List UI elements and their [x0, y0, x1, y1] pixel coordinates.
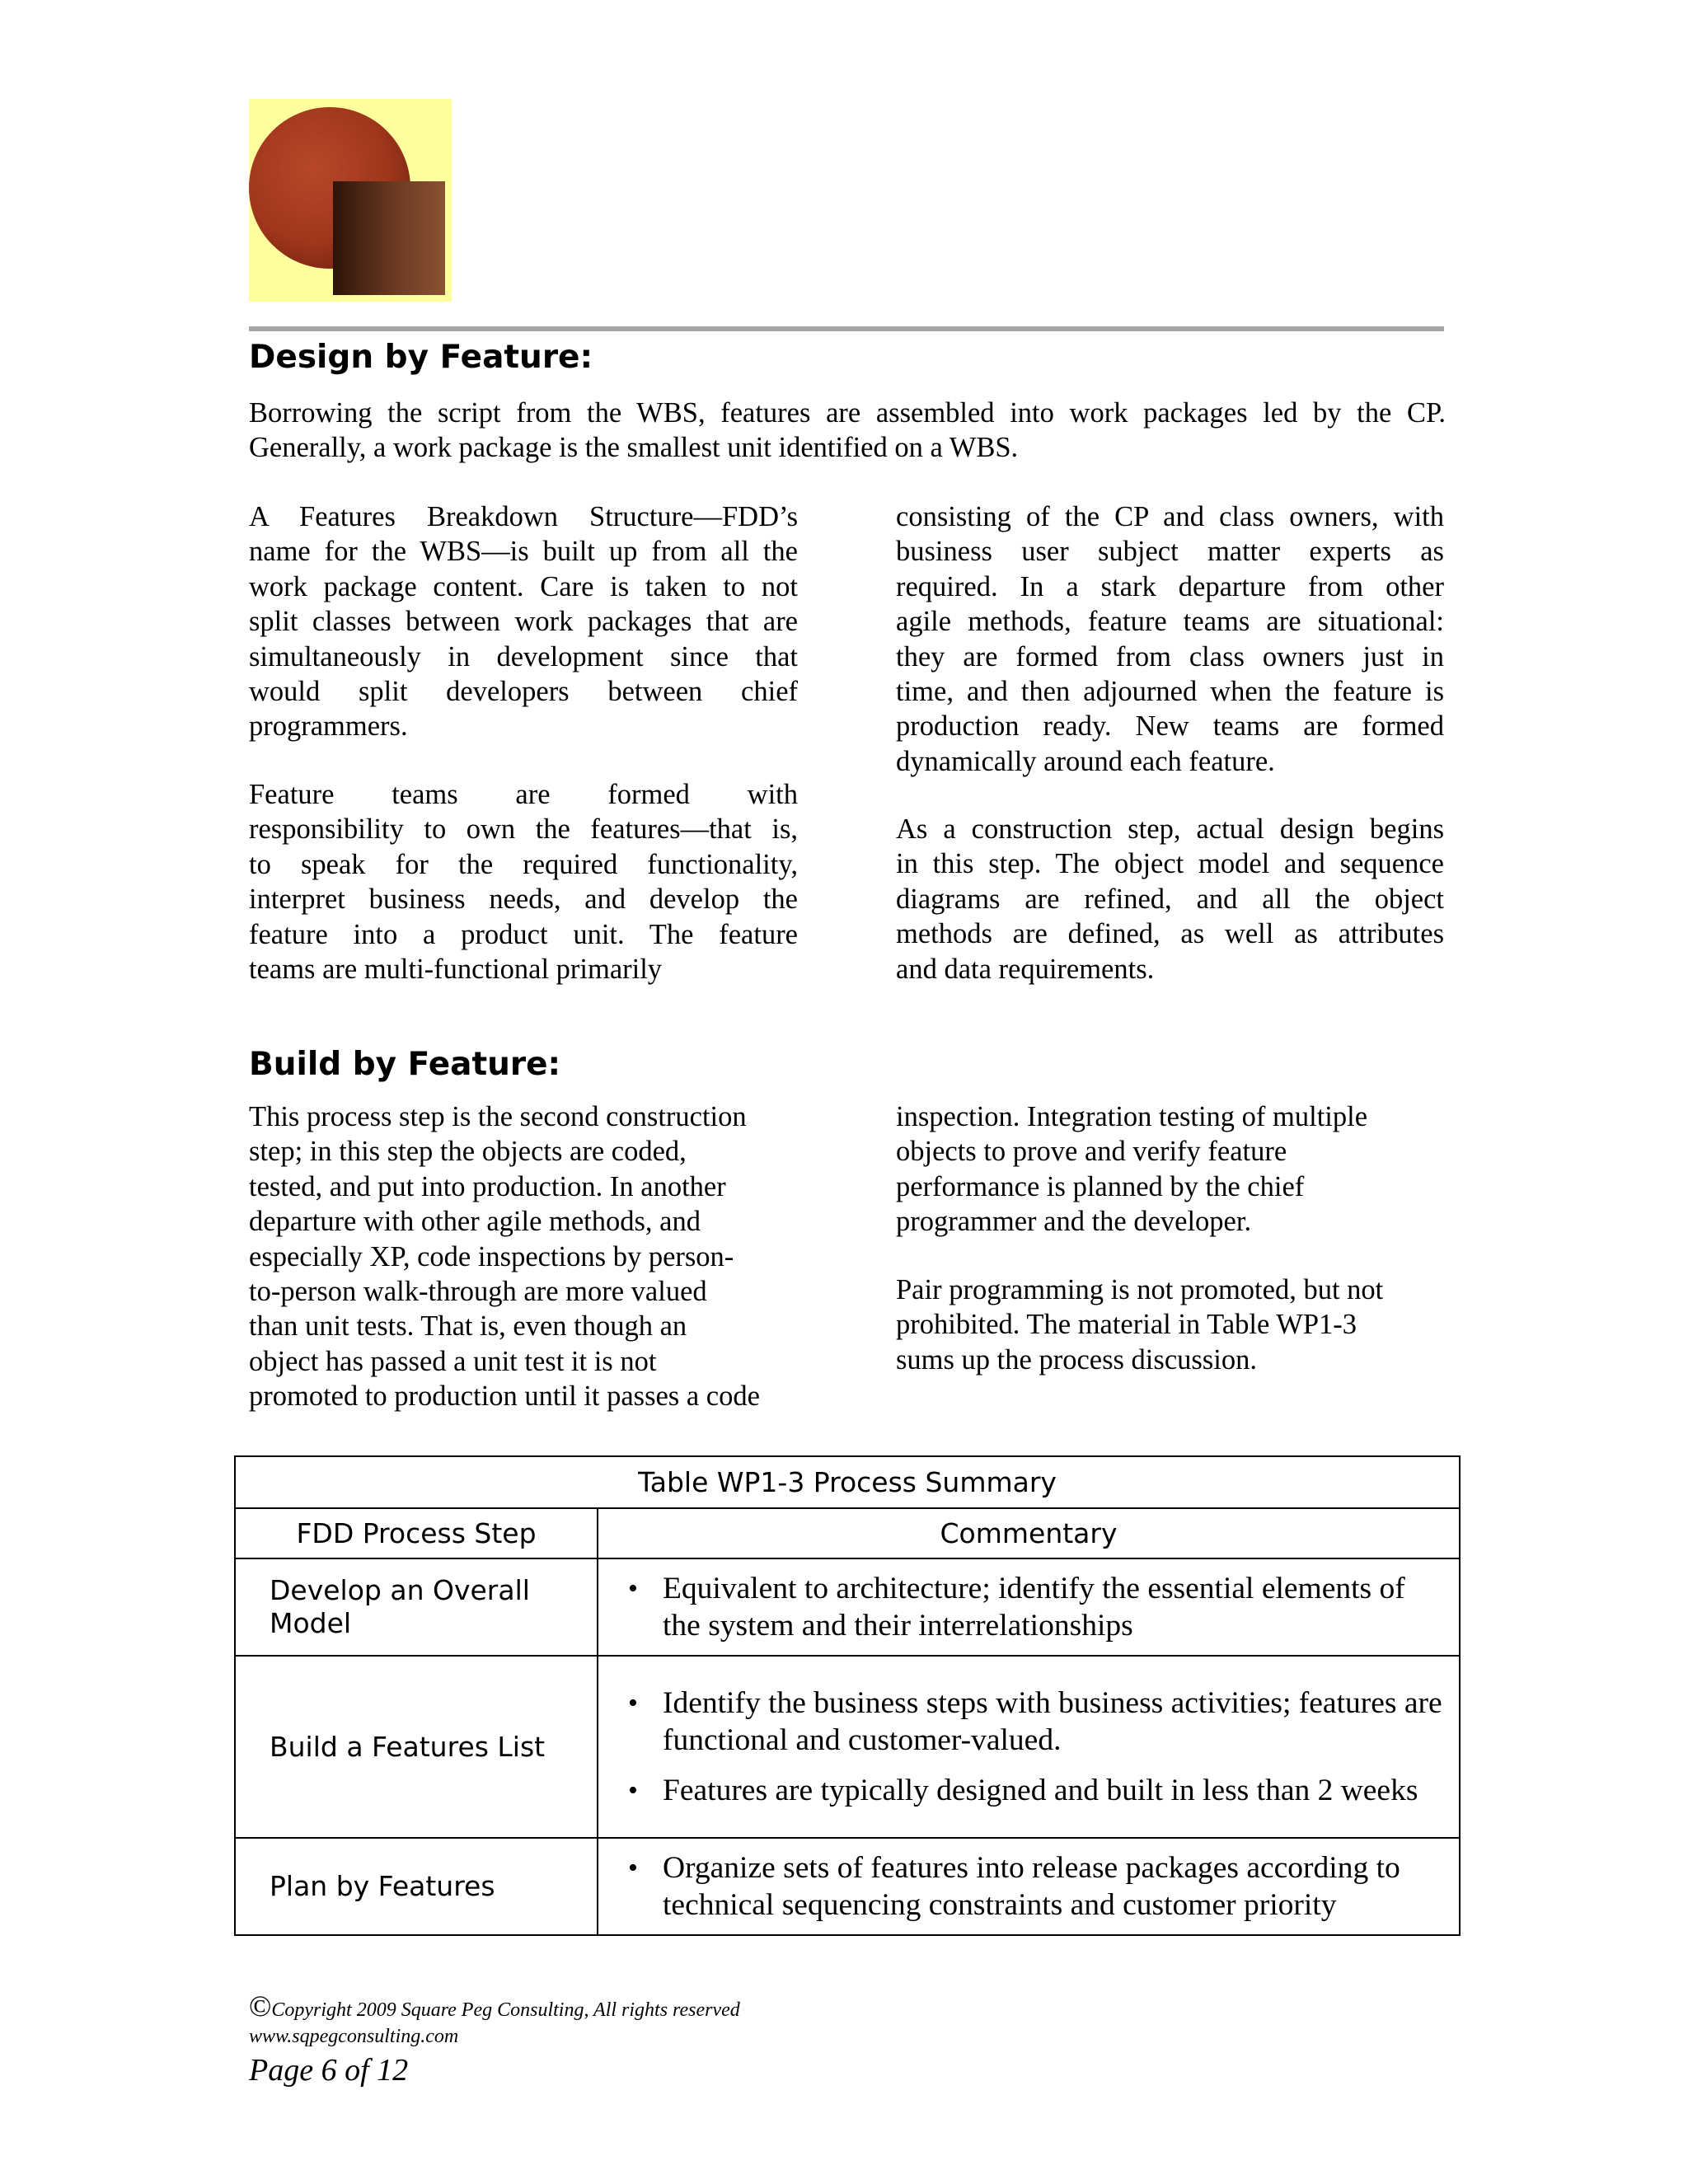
text-line: tested, and put into production. In another [249, 1170, 726, 1202]
text-line: dynamically around each feature. [896, 745, 1275, 777]
design-intro-paragraph [249, 396, 1446, 466]
text-line: prohibited. The material in Table WP1-3 [896, 1309, 1357, 1341]
bullet-item: • Identify the business steps with business activities; features are functional and customer-valued. [628, 1685, 1444, 1759]
text-line: teams are multi-functional primarily [249, 954, 663, 986]
text-line: departure with other agile methods, and [249, 1206, 701, 1238]
commentary-cell [598, 1558, 1460, 1656]
text-line: Borrowing the script from the WBS, features are assembled into work packages led by the CP. [249, 397, 1446, 429]
step-cell: Develop an Overall Model [235, 1558, 598, 1656]
text-line: time, and then adjourned when the feature is [896, 676, 1444, 708]
text-line: in this step. The object model and sequence [896, 848, 1444, 880]
table-row [235, 1656, 1460, 1838]
copyright-symbol: © [249, 1990, 272, 2022]
text-line: programmer and the developer. [896, 1206, 1252, 1238]
bullet-item: • Equivalent to architecture; identify the essential elements of the system and their interrelationships [628, 1570, 1444, 1644]
build-by-feature-heading: Build by Feature: [249, 1046, 561, 1083]
table-caption: Table WP1-3 Process Summary [235, 1456, 1460, 1508]
build-left-paragraph-1 [249, 1099, 798, 1414]
text-line: name for the WBS—is built up from all the [249, 536, 798, 568]
text-line: to-person walk-through are more valued [249, 1276, 707, 1308]
text-line: Feature teams are formed with [249, 779, 798, 810]
text-line: As a construction step, actual design begins [896, 813, 1444, 845]
text-line: diagrams are refined, and all the object [896, 883, 1444, 915]
copyright-notice [249, 1992, 740, 2024]
text-line: would split developers between chief [249, 676, 798, 708]
text-line: promoted to production until it passes a code [249, 1380, 760, 1413]
column-header-step: FDD Process Step [235, 1508, 598, 1558]
text-line: to speak for the required functionality, [249, 848, 798, 880]
text-line: especially XP, code inspections by person- [249, 1240, 734, 1272]
text-line: production ready. New teams are formed [896, 710, 1444, 743]
bullet-item: • Features are typically designed and built in less than 2 weeks [628, 1772, 1444, 1809]
text-line: inspection. Integration testing of multiple [896, 1101, 1368, 1132]
text-line: A Features Breakdown Structure—FDD’s [249, 501, 798, 532]
text-line: This process step is the second construction [249, 1101, 747, 1132]
text-line: sums up the process discussion. [896, 1343, 1257, 1376]
bullet-item: • Organize sets of features into release packages according to technical sequencing constraints and customer priority [628, 1849, 1444, 1924]
square-peg-logo-icon [249, 99, 452, 302]
build-right-paragraph-1 [896, 1099, 1444, 1240]
text-line: and data requirements. [896, 953, 1155, 985]
design-left-paragraph-2 [249, 777, 798, 987]
commentary-cell [598, 1838, 1460, 1935]
page-number: Page 6 of 12 [249, 2053, 409, 2088]
text-line: simultaneously in development since that [249, 640, 798, 673]
text-line: responsibility to own the features—that is, [249, 813, 798, 846]
footer [249, 1992, 740, 2092]
header-rule [249, 326, 1444, 331]
column-header-commentary: Commentary [598, 1508, 1460, 1558]
text-line: they are formed from class owners just in [896, 640, 1444, 673]
text-line: performance is planned by the chief [896, 1170, 1305, 1202]
design-by-feature-heading: Design by Feature: [249, 339, 593, 376]
design-left-paragraph-1 [249, 499, 798, 744]
step-cell: Build a Features List [235, 1656, 598, 1838]
text-line: interpret business needs, and develop the [249, 883, 798, 916]
text-line: objects to prove and verify feature [896, 1136, 1287, 1168]
text-line: business user subject matter experts as [896, 536, 1444, 568]
design-right-paragraph-1 [896, 499, 1444, 779]
text-line: required. In a stark departure from other [896, 570, 1444, 602]
text-line: programmers. [249, 710, 408, 743]
text-line: Pair programming is not promoted, but not [896, 1274, 1384, 1305]
text-line: feature into a product unit. The feature [249, 918, 798, 950]
step-cell: Plan by Features [235, 1838, 598, 1935]
website-url: www.sqpegconsulting.com [249, 2026, 459, 2047]
text-line: split classes between work packages that are [249, 606, 798, 638]
text-line: than unit tests. That is, even though an [249, 1310, 687, 1343]
design-right-paragraph-2 [896, 812, 1444, 987]
commentary-cell [598, 1656, 1460, 1838]
build-right-paragraph-2 [896, 1272, 1444, 1377]
text-line: agile methods, feature teams are situational: [896, 606, 1444, 638]
text-line: step; in this step the objects are coded, [249, 1136, 687, 1168]
text-line: work package content. Care is taken to not [249, 570, 798, 602]
text-line: Generally, a work package is the smallest unit identified on a WBS. [249, 432, 1019, 464]
copyright-text: Copyright 2009 Square Peg Consulting, All rights reserved [271, 1999, 740, 2021]
text-line: object has passed a unit test it is not [249, 1345, 657, 1377]
table-row [235, 1558, 1460, 1656]
text-line: consisting of the CP and class owners, with [896, 501, 1444, 532]
table-row [235, 1838, 1460, 1935]
text-line: methods are defined, as well as attributes [896, 918, 1444, 950]
process-summary-table [234, 1455, 1461, 1936]
